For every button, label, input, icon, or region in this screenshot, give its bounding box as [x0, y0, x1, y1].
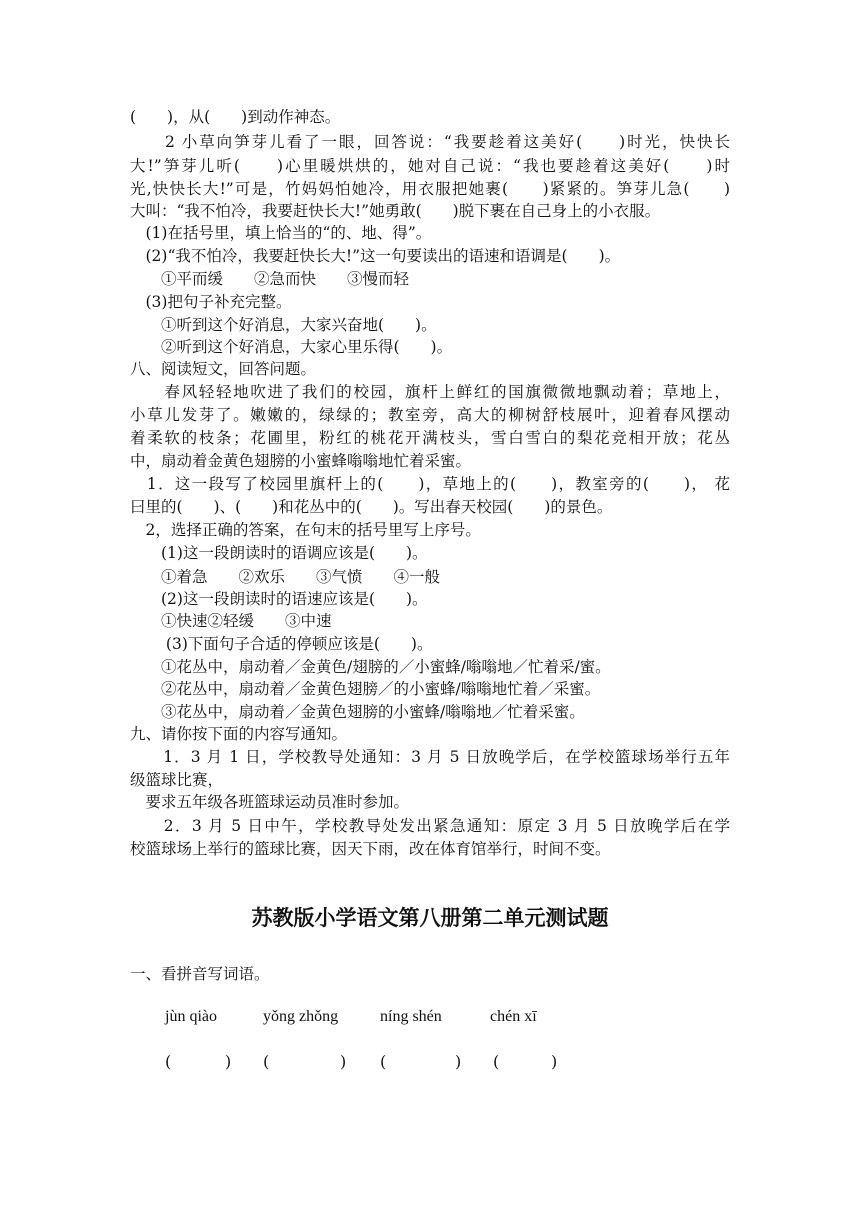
text-line: ①花丛中，扇动着／金黄色/翅膀的／小蜜蜂/嗡嗡地／忙着采/蜜。 — [130, 658, 611, 676]
text-line: 2，选择正确的答案，在句末的括号里写上序号。 — [130, 521, 481, 539]
text-line: 要求五年级各班篮球运动员准时参加。 — [130, 793, 410, 811]
answer-close-4: ) — [551, 1052, 558, 1071]
text-line: ①平而缓 ②急而快 ③慢而轻 — [130, 270, 410, 288]
text-line: ①听到这个好消息，大家兴奋地( )。 — [130, 316, 437, 334]
text-line: 大叫：“我不怕冷，我要赶快长大!”她勇敢( )脱下裹在自己身上的小衣服。 — [130, 202, 661, 220]
text-line: 着柔软的枝条；花圃里，粉红的桃花开满枝头，雪白雪白的梨花竞相开放；花丛 — [130, 429, 730, 447]
text-line: (2)“我不怕冷，我要赶快长大!”这一句要读出的语速和语调是( )。 — [130, 247, 621, 265]
answer-open-2: ( — [263, 1052, 270, 1071]
text-line: 级篮球比赛， — [130, 771, 224, 789]
text-line: 光,快快长大!”可是，竹妈妈怕她冷，用衣服把她裹( )紧紧的。笋芽儿急( ) — [130, 180, 730, 198]
text-line: 2 小草向笋芽儿看了一眼，回答说：“我要趁着这美好( )时光，快快长 — [130, 133, 730, 151]
text-line: 2．3 月 5 日中午，学校教导处发出紧急通知：原定 3 月 5 日放晚学后在学 — [130, 817, 730, 835]
text-line: (3)下面句子合适的停顿应该是( )。 — [130, 635, 433, 653]
text-line: (3)把句子补充完整。 — [130, 293, 292, 311]
answer-close-3: ) — [455, 1052, 462, 1071]
text-line: ①着急 ②欢乐 ③气愤 ④一般 — [130, 568, 441, 586]
pinyin-4: chén xī — [490, 1008, 537, 1025]
text-line: 八、阅读短文，回答问题。 — [130, 360, 317, 378]
page-title: 苏教版小学语文第八册第二单元测试题 — [251, 906, 609, 930]
answer-open-3: ( — [380, 1052, 387, 1071]
text-line: 九、请你按下面的内容写通知。 — [130, 725, 348, 743]
pinyin-2: yǒng zhǒng — [263, 1008, 339, 1025]
text-line: 春风轻轻地吹进了我们的校园，旗杆上鲜红的国旗微微地飘动着；草地上， — [130, 383, 730, 401]
text-line: ②花丛中，扇动着／金黄色翅膀／的小蜜蜂/嗡嗡地忙着／采蜜。 — [130, 680, 601, 698]
text-line: 中，扇动着金黄色翅膀的小蜜蜂嗡嗡地忙着采蜜。 — [130, 452, 472, 470]
answer-close-2: ) — [340, 1052, 347, 1071]
answer-open-4: ( — [493, 1052, 500, 1071]
text-line: ①快速②轻缓 ③中速 — [130, 612, 332, 630]
text-line: ( )，从( )到动作神态。 — [130, 108, 341, 126]
pinyin-1: jùn qiào — [165, 1008, 217, 1025]
answer-open-1: ( — [165, 1052, 172, 1071]
answer-close-1: ) — [225, 1052, 232, 1071]
text-line: 校篮球场上举行的篮球比赛，因天下雨，改在体育馆举行，时间不变。 — [130, 840, 611, 858]
text-line: ②听到这个好消息，大家心里乐得( )。 — [130, 338, 453, 356]
text-line: 小草儿发芽了。嫩嫩的，绿绿的；教室旁，高大的柳树舒枝展叶，迎着春风摆动 — [130, 406, 730, 424]
text-line: 1．这一段写了校园里旗杆上的( )，草地上的( )，教室旁的( )， 花 — [130, 475, 730, 493]
pinyin-3: níng shén — [380, 1008, 442, 1025]
section-heading: 一、看拼音写词语。 — [130, 965, 270, 983]
text-line: 曰里的( )、( )和花丛中的( )。写出春天校园( )的景色。 — [130, 498, 613, 516]
text-line: 1．3 月 1 日，学校教导处通知：3 月 5 日放晚学后，在学校篮球场举行五年 — [130, 748, 730, 766]
text-line: 大!”笋芽儿听( )心里暖烘烘的，她对自己说：“我也要趁着这美好( )时 — [130, 157, 730, 175]
text-line: (2)这一段朗读时的语速应该是( )。 — [130, 590, 428, 608]
text-line: ③花丛中，扇动着／金黄色翅膀的小蜜蜂/嗡嗡地／忙着采蜜。 — [130, 703, 585, 721]
text-line: (1)这一段朗读时的语调应该是( )。 — [130, 544, 428, 562]
text-line: (1)在括号里，填上恰当的“的、地、得”。 — [130, 224, 432, 242]
